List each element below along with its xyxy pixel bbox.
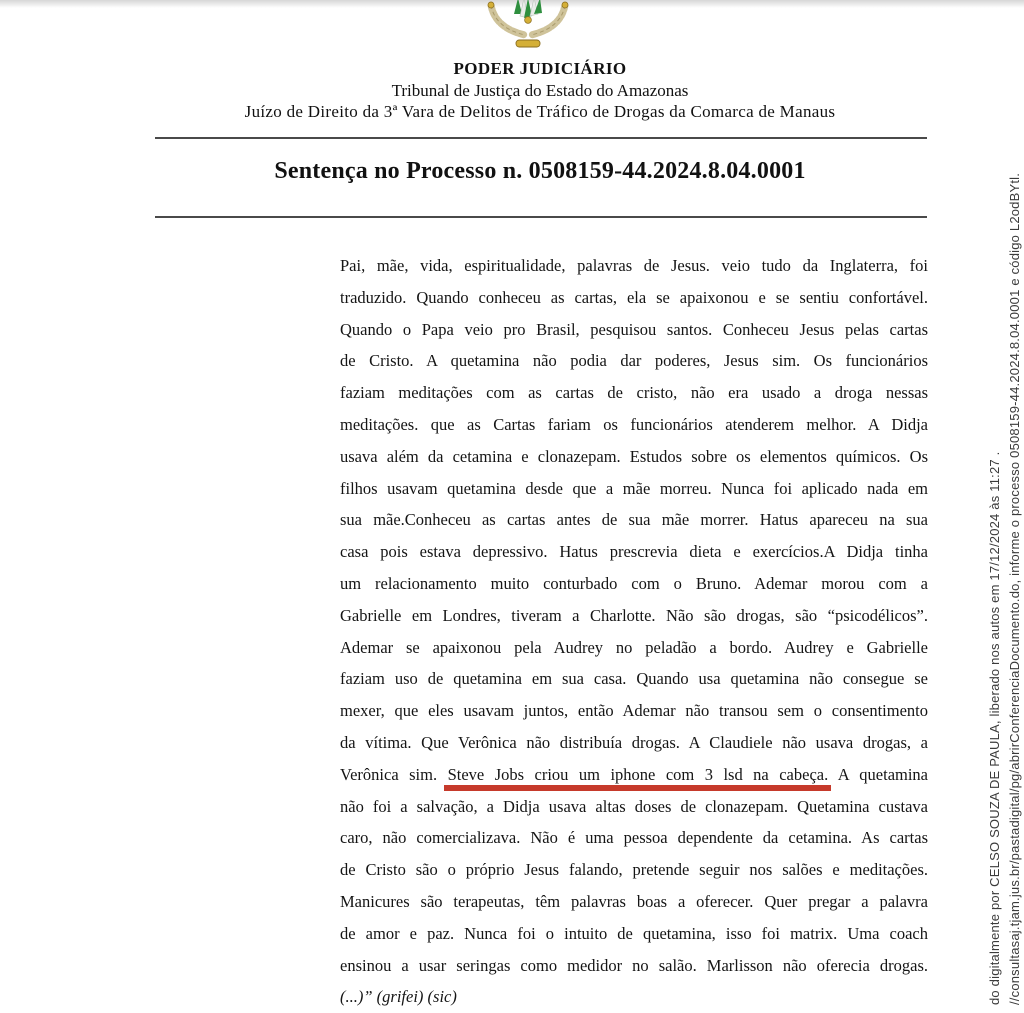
document-line: ensinou a usar seringas como medidor no salão. Marlisson não oferecia drogas. bbox=[340, 955, 928, 975]
verification-url-stamp: //consultasaj.tjam.jus.br/pastadigital/pg/abrirConferenciaDocumento.do, informe o processo 0508159-44.2024.8.04.0001 e código L2odBYtl. bbox=[1007, 172, 1022, 1005]
document-line: Pai, mãe, vida, espiritualidade, palavras de Jesus. veio tudo da Inglaterra, foi bbox=[340, 256, 928, 275]
document-body bbox=[340, 250, 928, 1013]
document-line: não foi a salvação, a Didja usava altas doses de clonazepam. Quetamina custava bbox=[340, 796, 928, 816]
document-line: Ademar se apaixonou pela Audrey no peladão a bordo. Audrey e Gabrielle bbox=[340, 637, 928, 657]
document-line: Manicures são terapeutas, têm palavras boas a oferecer. Quer pregar a palavra bbox=[340, 891, 928, 911]
document-line-highlighted bbox=[340, 759, 928, 791]
document-line: meditações. que as Cartas fariam os funcionários atenderem melhor. A Didja bbox=[340, 414, 928, 434]
document-line: faziam meditações com as cartas de cristo, não era usado a droga nessas bbox=[340, 383, 928, 403]
document-line: da vítima. Que Verônica não distribuía drogas. A Claudiele não usava drogas, a bbox=[340, 732, 928, 752]
document-line: Gabrielle em Londres, tiveram a Charlotte. Não são drogas, são “psicodélicos”. bbox=[340, 605, 928, 625]
document-title: Sentença no Processo n. 0508159-44.2024.8.04.0001 bbox=[274, 158, 806, 184]
document-line: de Cristo. A quetamina não podia dar poderes, Jesus sim. Os funcionários bbox=[340, 351, 928, 371]
document-line: de Cristo são o próprio Jesus falando, pretende seguir nos salões e meditações. bbox=[340, 860, 928, 880]
divider-bottom bbox=[155, 216, 927, 218]
header-division: Juízo de Direito da 3ª Vara de Delitos de Tráfico de Drogas da Comarca de Manaus bbox=[244, 102, 836, 121]
document-line: caro, não comercializava. Não é uma pessoa dependente da cetamina. As cartas bbox=[340, 828, 928, 848]
highlighted-phrase-red-underline: Steve Jobs criou um iphone com 3 lsd na cabeça. bbox=[447, 764, 829, 784]
document-line: faziam uso de quetamina em sua casa. Quando usa quetamina não consegue se bbox=[340, 669, 928, 689]
coat-of-arms-icon bbox=[478, 0, 578, 48]
digital-signature-stamp: do digitalmente por CELSO SOUZA DE PAULA, liberado nos autos em 17/12/2024 às 11:27 . bbox=[987, 451, 1002, 1005]
highlight-line-before: Verônica sim. bbox=[340, 764, 448, 784]
document-line: filhos usavam quetamina desde que a mãe morreu. Nunca foi aplicado nada em bbox=[340, 478, 928, 498]
highlight-line-after: A quetamina bbox=[828, 764, 928, 784]
divider-top bbox=[155, 137, 927, 139]
document-line: de amor e paz. Nunca foi o intuito de quetamina, isso foi matrix. Uma coach bbox=[340, 923, 928, 943]
document-line: usava além da cetamina e clonazepam. Estudos sobre os elementos químicos. Os bbox=[340, 446, 928, 466]
document-line: mexer, que eles usavam juntos, então Ademar não transou sem o consentimento bbox=[340, 701, 928, 721]
document-line: um relacionamento muito conturbado com o Bruno. Ademar morou com a bbox=[340, 573, 928, 593]
document-line: Quando o Papa veio pro Brasil, pesquisou santos. Conheceu Jesus pelas cartas bbox=[340, 319, 928, 339]
document-line: casa pois estava depressivo. Hatus prescrevia dieta e exercícios.A Didja tinha bbox=[340, 542, 928, 562]
document-line: sua mãe.Conheceu as cartas antes de sua mãe morrer. Hatus apareceu na sua bbox=[340, 510, 928, 530]
header-org: PODER JUDICIÁRIO bbox=[453, 59, 627, 78]
header-court: Tribunal de Justiça do Estado do Amazonas bbox=[391, 81, 689, 100]
document-line: traduzido. Quando conheceu as cartas, ela se apaixonou e se sentiu confortável. bbox=[340, 287, 928, 307]
closing-line: (...)” (grifei) (sic) bbox=[340, 987, 457, 1007]
